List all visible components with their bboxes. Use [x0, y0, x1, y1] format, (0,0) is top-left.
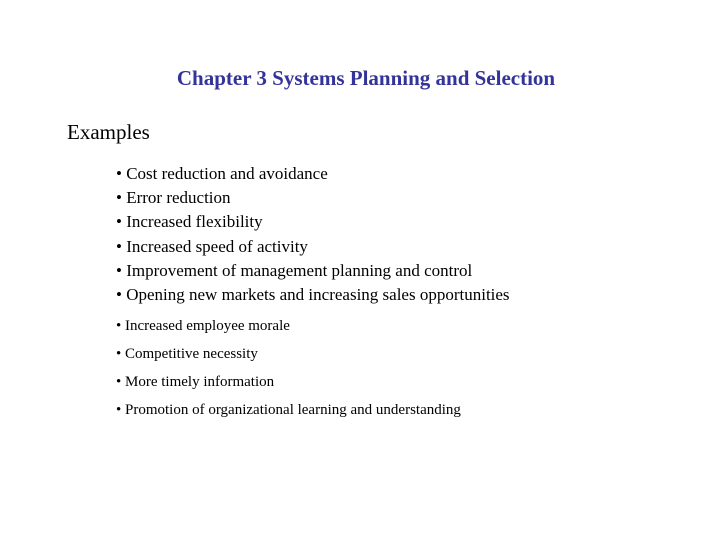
secondary-bullet-list	[116, 312, 461, 424]
section-heading: Examples	[67, 120, 150, 144]
bullet-item: • Promotion of organizational learning and understanding	[116, 402, 461, 418]
bullet-item: • Improvement of management planning and control	[116, 260, 473, 280]
primary-bullet-list	[116, 162, 510, 307]
bullet-item: • Increased speed of activity	[116, 236, 308, 256]
bullet-item: • Cost reduction and avoidance	[116, 164, 328, 183]
bullet-item: • Increased flexibility	[116, 212, 263, 232]
slide-title: Chapter 3 Systems Planning and Selection	[176, 66, 556, 90]
bullet-item: • Error reduction	[116, 188, 231, 208]
bullet-item: • Competitive necessity	[116, 346, 258, 362]
bullet-item: • Increased employee morale	[116, 318, 290, 334]
bullet-item: • More timely information	[116, 374, 275, 390]
bullet-item: • Opening new markets and increasing sales opportunities	[116, 285, 510, 305]
